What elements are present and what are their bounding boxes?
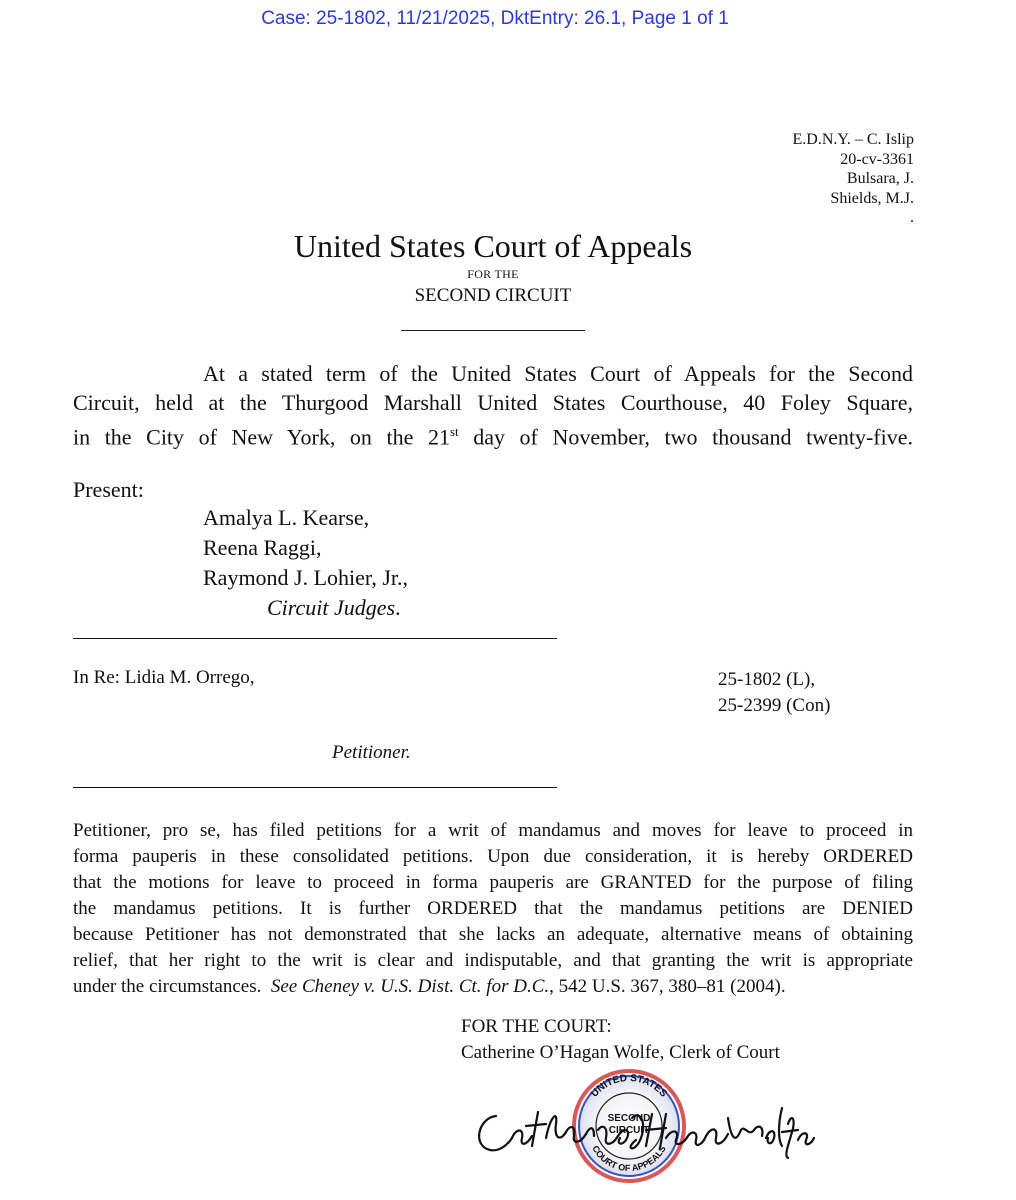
- judge-raggi: Reena Raggi,: [203, 535, 322, 560]
- title-divider: [401, 330, 585, 331]
- signature-seal-graphic: [466, 1068, 816, 1183]
- order-line-1: Petitioner, pro se, has filed petitions for a writ of mandamus and moves for leave to proceed in: [73, 820, 913, 841]
- judge-kearse: Amalya L. Kearse,: [203, 505, 370, 530]
- recital-paragraph: [73, 359, 913, 451]
- signature-and-seal: [466, 1068, 816, 1188]
- order-line-2: forma pauperis in these consolidated petitions. Upon due consideration, it is hereby ORDERED: [73, 846, 913, 867]
- signature-block: [461, 1014, 780, 1066]
- order-line-3: that the motions for leave to proceed in forma pauperis are GRANTED for the purpose of filing: [73, 872, 913, 893]
- judges-title: [203, 593, 408, 623]
- caption-line-docket: 20-cv-3361: [840, 150, 914, 168]
- judge-lohier: Raymond J. Lohier, Jr.,: [203, 565, 409, 590]
- docket-header: Case: 25-1802, 11/21/2025, DktEntry: 26.1, Page 1 of 1: [261, 8, 729, 29]
- caption-line-magistrate: Shields, M.J.: [830, 189, 914, 207]
- case-caption: [793, 130, 915, 228]
- docket-lead: 25-1802 (L),: [718, 669, 816, 690]
- citation-case-name: See Cheney v. U.S. Dist. Ct. for D.C.: [270, 976, 550, 997]
- order-paragraph: [73, 818, 913, 1000]
- judges-list: [203, 503, 408, 623]
- order-last-pre: under the circumstances.: [73, 976, 271, 997]
- recital-line-2: Circuit, held at the Thurgood Marshall United States Courthouse, 40 Foley Square,: [73, 390, 913, 415]
- recital-line-3-post: day of November, two thousand twenty-five.: [458, 424, 913, 450]
- judges-title-text: Circuit Judges: [267, 595, 396, 620]
- in-re-party: In Re: Lidia M. Orrego,: [73, 667, 255, 688]
- clerk-name: Catherine O’Hagan Wolfe, Clerk of Court: [461, 1042, 780, 1063]
- party-role: Petitioner.: [332, 742, 411, 763]
- recital-line-1: At a stated term of the United States Court of Appeals for the Second: [203, 361, 913, 386]
- order-line-6: relief, that her right to the writ is clear and indisputable, and that granting the writ is appropriate: [73, 950, 913, 971]
- recital-line-3: [73, 417, 913, 451]
- recital-ordinal-suffix: st: [449, 424, 459, 439]
- seal-center-text-1: SECOND: [607, 1113, 651, 1124]
- caption-rule-top: [73, 638, 557, 639]
- court-title: United States Court of Appeals: [293, 228, 693, 264]
- present-label: Present:: [73, 477, 144, 502]
- order-line-4: the mandamus petitions. It is further ORDERED that the mandamus petitions are DENIED: [73, 898, 913, 919]
- recital-line-3-pre: in the City of New York, on the 21: [73, 424, 450, 450]
- seal-bottom-text: COURT OF APPEALS: [590, 1143, 668, 1174]
- order-line-7: [73, 974, 913, 1000]
- caption-line-judge: Bulsara, J.: [846, 170, 914, 187]
- court-circuit: SECOND CIRCUIT: [414, 285, 572, 306]
- docket-consolidated: 25-2399 (Con): [718, 695, 831, 716]
- docket-numbers: [718, 667, 830, 719]
- court-for-the: FOR THE: [467, 267, 519, 281]
- caption-rule-bottom: [73, 787, 557, 788]
- caption-line-dot: .: [910, 209, 914, 226]
- seal-center-text-2: CIRCUIT: [608, 1125, 650, 1136]
- citation-reporter: , 542 U.S. 367, 380–81 (2004).: [549, 976, 786, 997]
- seal-top-text: UNITED STATES: [589, 1072, 669, 1100]
- court-seal: [574, 1071, 684, 1181]
- order-line-5: because Petitioner has not demonstrated that she lacks an adequate, alternative means of obtaining: [73, 924, 913, 945]
- judges-title-punct: .: [395, 595, 401, 620]
- caption-line-court: E.D.N.Y. – C. Islip: [792, 131, 914, 148]
- for-the-court: FOR THE COURT:: [461, 1016, 612, 1037]
